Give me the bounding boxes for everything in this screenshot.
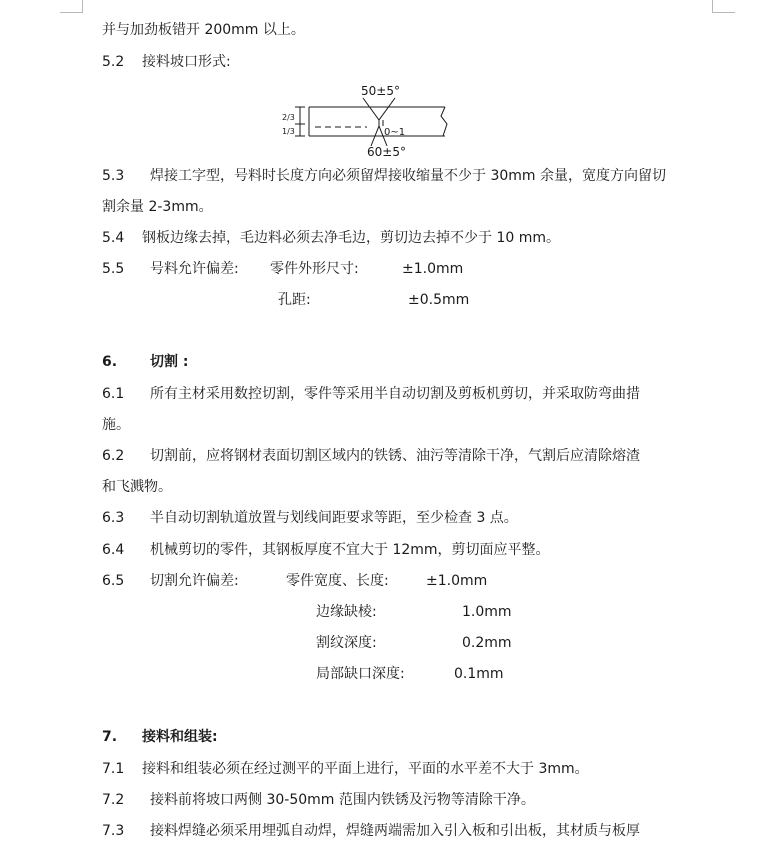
paragraph-line: 施。 (102, 417, 130, 433)
section-number: 5.2 (102, 54, 125, 70)
section-text: 接料坡口形式: (142, 54, 231, 70)
section-text: 接料前将坡口两侧 30-50mm 范围内铁锈及污物等清除干净。 (150, 792, 535, 808)
tolerance-value: 1.0mm (462, 604, 512, 620)
tolerance-item: 零件外形尺寸: (270, 261, 359, 277)
section-text: 焊接工字型，号料时长度方向必须留焊接收缩量不少于 30mm 余量，宽度方向留切 (150, 168, 666, 184)
section-text: 钢板边缘去掉，毛边料必须去净毛边，剪切边去掉不少于 10 mm。 (142, 230, 560, 246)
section-number: 6.3 (102, 510, 125, 526)
gap-label: 0~1 (384, 127, 406, 138)
paragraph-line: 割余量 2-3mm。 (102, 199, 213, 215)
tolerance-value: ±1.0mm (426, 573, 488, 589)
section-text: 接料和组装必须在经过测平的平面上进行，平面的水平差不大于 3mm。 (142, 761, 589, 777)
section-number: 6.2 (102, 448, 125, 464)
page-corner-mark-right (712, 0, 735, 13)
tolerance-label: 切割允许偏差: (150, 573, 239, 589)
tolerance-item: 局部缺口深度: (316, 666, 405, 682)
tolerance-value: 0.2mm (462, 635, 512, 651)
tolerance-value: ±1.0mm (402, 261, 464, 277)
section-text: 所有主材采用数控切割，零件等采用半自动切割及剪板机剪切，并采取防弯曲措 (150, 386, 640, 402)
section-text: 机械剪切的零件，其钢板厚度不宜大于 12mm，剪切面应平整。 (150, 542, 550, 558)
paragraph-line: 和飞溅物。 (102, 479, 172, 495)
section-number: 6.4 (102, 542, 125, 558)
heading-number: 6. (102, 354, 118, 370)
section-text: 接料焊缝必须采用埋弧自动焊，焊缝两端需加入引入板和引出板，其材质与板厚 (150, 823, 640, 839)
page-corner-mark-left (60, 0, 83, 13)
section-number: 5.5 (102, 261, 125, 277)
section-heading: 接料和组装: (142, 729, 218, 745)
tolerance-item: 零件宽度、长度: (286, 573, 389, 589)
section-text: 切割前，应将钢材表面切割区域内的铁锈、油污等清除干净，气割后应清除熔渣 (150, 448, 640, 464)
tolerance-value: ±0.5mm (408, 292, 470, 308)
top-angle-label: 50±5° (361, 84, 400, 98)
section-number: 7.3 (102, 823, 125, 839)
bottom-angle-label: 60±5° (367, 145, 406, 159)
groove-diagram (275, 80, 465, 162)
tolerance-item: 割纹深度: (316, 635, 377, 651)
paragraph-line: 并与加劲板错开 200mm 以上。 (102, 22, 305, 38)
tolerance-value: 0.1mm (454, 666, 504, 682)
tolerance-item: 边缘缺棱: (316, 604, 377, 620)
tolerance-label: 号料允许偏差: (150, 261, 239, 277)
section-text: 半自动切割轨道放置与划线间距要求等距，至少检查 3 点。 (150, 510, 518, 526)
dimension-top-label: 2/3 (282, 113, 295, 122)
section-heading: 切割 : (150, 354, 189, 370)
dimension-bottom-label: 1/3 (282, 127, 295, 136)
section-number: 7.2 (102, 792, 125, 808)
tolerance-item: 孔距: (278, 292, 311, 308)
section-number: 6.5 (102, 573, 125, 589)
section-number: 7.1 (102, 761, 125, 777)
section-number: 5.3 (102, 168, 125, 184)
section-number: 5.4 (102, 230, 125, 246)
heading-number: 7. (102, 729, 118, 745)
section-number: 6.1 (102, 386, 125, 402)
